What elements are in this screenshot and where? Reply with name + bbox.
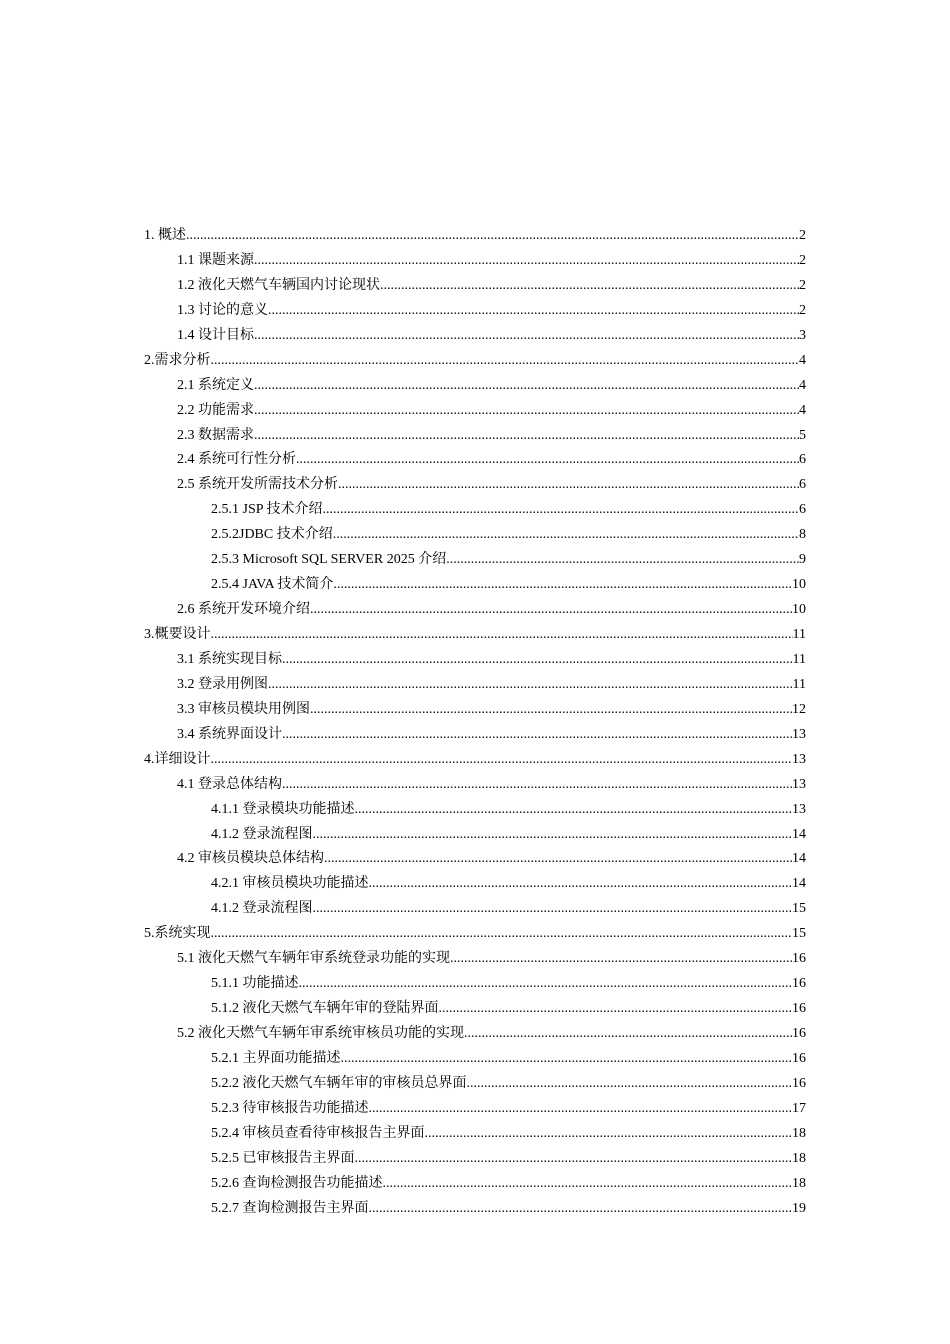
toc-entry-page-number: 9	[799, 552, 806, 568]
toc-entry-title: 2.5.3 Microsoft SQL SERVER 2025 介绍	[211, 552, 447, 568]
toc-entry[interactable]	[144, 897, 806, 922]
toc-entry-page-number: 13	[792, 726, 806, 742]
dot-leader	[282, 648, 793, 673]
dot-leader	[254, 424, 799, 449]
toc-entry-title: 3.概要设计	[144, 627, 211, 642]
dot-leader	[446, 548, 799, 573]
toc-entry-page-number: 12	[792, 701, 806, 717]
dot-leader	[355, 798, 793, 823]
toc-entry-page-number: 6	[799, 452, 806, 468]
toc-entry-title: 5.2.7 查询检测报告主界面	[211, 1200, 369, 1216]
toc-entry[interactable]	[144, 623, 806, 648]
dot-leader	[383, 1172, 793, 1197]
table-of-contents	[144, 224, 806, 1222]
toc-entry-page-number: 2	[799, 228, 806, 243]
toc-entry[interactable]	[144, 1122, 806, 1147]
dot-leader	[310, 598, 792, 623]
dot-leader	[439, 997, 793, 1022]
toc-entry-page-number: 4	[799, 402, 806, 418]
toc-entry-title: 5.2.1 主界面功能描述	[211, 1050, 341, 1066]
toc-entry[interactable]	[144, 324, 806, 349]
dot-leader	[186, 224, 799, 249]
dot-leader	[296, 448, 799, 473]
toc-entry-page-number: 16	[792, 976, 806, 992]
toc-entry-page-number: 2	[799, 302, 806, 318]
toc-entry-page-number: 18	[792, 1125, 806, 1141]
toc-entry-page-number: 16	[792, 1026, 806, 1041]
toc-entry[interactable]	[144, 648, 806, 673]
toc-entry-title: 2.5.2JDBC 技术介绍	[211, 527, 333, 543]
toc-entry[interactable]	[144, 723, 806, 748]
toc-entry-page-number: 11	[792, 627, 806, 642]
toc-entry-title: 3.2 登录用例图	[177, 676, 268, 692]
toc-entry-title: 2.5 系统开发所需技术分析	[177, 477, 338, 493]
toc-entry-title: 5.1 液化天燃气车辆年审系统登录功能的实现	[177, 951, 450, 967]
toc-entry-title: 1.2 液化天燃气车辆国内讨论现状	[177, 277, 380, 293]
toc-entry-page-number: 8	[799, 527, 806, 543]
dot-leader	[450, 947, 792, 972]
toc-entry-title: 2.6 系统开发环境介绍	[177, 602, 310, 618]
toc-entry-title: 4.1.2 登录流程图	[211, 901, 313, 917]
toc-entry-title: 5.2.3 待审核报告功能描述	[211, 1100, 369, 1116]
dot-leader	[369, 872, 793, 897]
dot-leader	[341, 1047, 793, 1072]
toc-entry-title: 3.1 系统实现目标	[177, 651, 282, 667]
toc-entry[interactable]	[144, 1072, 806, 1097]
dot-leader	[211, 623, 793, 648]
toc-entry-page-number: 11	[792, 651, 806, 667]
dot-leader	[211, 922, 793, 947]
toc-entry[interactable]	[144, 947, 806, 972]
toc-entry[interactable]	[144, 399, 806, 424]
toc-entry-page-number: 4	[799, 352, 806, 368]
toc-entry-page-number: 18	[792, 1175, 806, 1191]
toc-entry-page-number: 19	[792, 1200, 806, 1216]
dot-leader	[211, 349, 800, 374]
toc-entry-page-number: 14	[792, 851, 806, 867]
toc-entry[interactable]	[144, 598, 806, 623]
toc-entry[interactable]	[144, 847, 806, 872]
toc-entry[interactable]	[144, 299, 806, 324]
toc-entry-page-number: 6	[799, 477, 806, 493]
toc-entry-title: 5.2.6 查询检测报告功能描述	[211, 1175, 383, 1191]
toc-entry[interactable]	[144, 473, 806, 498]
dot-leader	[369, 1197, 793, 1222]
toc-entry[interactable]	[144, 498, 806, 523]
toc-entry-page-number: 16	[792, 1001, 806, 1017]
dot-leader	[282, 723, 792, 748]
dot-leader	[333, 523, 799, 548]
toc-entry-title: 5.1.1 功能描述	[211, 976, 299, 992]
dot-leader	[254, 374, 799, 399]
dot-leader	[268, 299, 799, 324]
toc-entry[interactable]	[144, 922, 806, 947]
toc-entry[interactable]	[144, 748, 806, 773]
dot-leader	[254, 249, 799, 274]
toc-entry-title: 4.2.1 审核员模块功能描述	[211, 876, 369, 892]
toc-entry[interactable]	[144, 698, 806, 723]
toc-entry-page-number: 2	[799, 252, 806, 268]
toc-entry[interactable]	[144, 1147, 806, 1172]
toc-entry-page-number: 3	[799, 327, 806, 343]
toc-entry-page-number: 16	[792, 1075, 806, 1091]
toc-entry-page-number: 4	[799, 377, 806, 393]
toc-entry-page-number: 2	[799, 277, 806, 293]
toc-entry[interactable]	[144, 1022, 806, 1047]
toc-entry-page-number: 13	[792, 776, 806, 792]
toc-entry-title: 2.5.4 JAVA 技术简介	[211, 577, 334, 593]
dot-leader	[338, 473, 799, 498]
toc-entry-title: 5.系统实现	[144, 926, 211, 942]
toc-entry-title: 2.4 系统可行性分析	[177, 452, 296, 468]
toc-entry[interactable]	[144, 523, 806, 548]
toc-entry-title: 2.1 系统定义	[177, 377, 254, 393]
toc-entry-title: 3.4 系统界面设计	[177, 726, 282, 742]
toc-entry-page-number: 10	[792, 602, 806, 618]
toc-entry-page-number: 15	[792, 901, 806, 917]
toc-entry[interactable]	[144, 1197, 806, 1222]
dot-leader	[310, 698, 792, 723]
dot-leader	[323, 498, 799, 523]
toc-entry-title: 2.需求分析	[144, 352, 211, 368]
toc-entry[interactable]	[144, 424, 806, 449]
toc-entry-title: 4.2 审核员模块总体结构	[177, 851, 324, 867]
toc-entry[interactable]	[144, 972, 806, 997]
toc-entry[interactable]	[144, 872, 806, 897]
toc-entry[interactable]	[144, 249, 806, 274]
toc-entry-title: 2.2 功能需求	[177, 402, 254, 418]
toc-entry-page-number: 13	[792, 751, 806, 767]
toc-entry[interactable]	[144, 224, 806, 249]
dot-leader	[464, 1022, 792, 1047]
dot-leader	[282, 773, 792, 798]
toc-entry-page-number: 5	[799, 427, 806, 443]
toc-entry-title: 5.2.5 已审核报告主界面	[211, 1150, 355, 1166]
toc-entry-title: 4.详细设计	[144, 751, 211, 767]
toc-entry-title: 3.3 审核员模块用例图	[177, 701, 310, 717]
dot-leader	[467, 1072, 793, 1097]
toc-entry-title: 1.3 讨论的意义	[177, 302, 268, 318]
toc-entry-title: 4.1.1 登录模块功能描述	[211, 801, 355, 817]
toc-entry[interactable]	[144, 374, 806, 399]
toc-entry-title: 1. 概述	[144, 228, 186, 243]
toc-entry[interactable]	[144, 798, 806, 823]
toc-entry[interactable]	[144, 548, 806, 573]
toc-entry-title: 4.1 登录总体结构	[177, 776, 282, 792]
toc-entry-title: 5.1.2 液化天燃气车辆年审的登陆界面	[211, 1001, 439, 1017]
toc-entry[interactable]	[144, 1172, 806, 1197]
dot-leader	[425, 1122, 793, 1147]
toc-entry-page-number: 14	[792, 826, 806, 842]
toc-entry-title: 5.2.4 审核员查看待审核报告主界面	[211, 1125, 425, 1141]
toc-entry-page-number: 6	[799, 502, 806, 518]
toc-entry-page-number: 13	[792, 801, 806, 817]
dot-leader	[211, 748, 793, 773]
dot-leader	[299, 972, 793, 997]
toc-entry-page-number: 17	[792, 1100, 806, 1116]
toc-entry-title: 2.3 数据需求	[177, 427, 254, 443]
dot-leader	[254, 399, 799, 424]
toc-entry-page-number: 14	[792, 876, 806, 892]
dot-leader	[324, 847, 792, 872]
toc-entry-page-number: 15	[792, 926, 806, 942]
toc-entry-title: 4.1.2 登录流程图	[211, 826, 313, 842]
toc-entry[interactable]	[144, 274, 806, 299]
toc-entry-page-number: 18	[792, 1150, 806, 1166]
toc-entry-title: 5.2 液化天燃气车辆年审系统审核员功能的实现	[177, 1026, 464, 1041]
dot-leader	[333, 573, 792, 598]
dot-leader	[268, 673, 793, 698]
toc-entry-page-number: 10	[792, 577, 806, 593]
dot-leader	[313, 897, 793, 922]
toc-entry-title: 1.1 课题来源	[177, 252, 254, 268]
toc-entry-title: 2.5.1 JSP 技术介绍	[211, 502, 323, 518]
toc-entry-title: 5.2.2 液化天燃气车辆年审的审核员总界面	[211, 1075, 467, 1091]
dot-leader	[254, 324, 799, 349]
toc-entry-page-number: 16	[792, 1050, 806, 1066]
toc-entry-page-number: 16	[792, 951, 806, 967]
dot-leader	[369, 1097, 793, 1122]
toc-entry[interactable]	[144, 1097, 806, 1122]
dot-leader	[355, 1147, 793, 1172]
toc-entry[interactable]	[144, 573, 806, 598]
toc-entry[interactable]	[144, 773, 806, 798]
toc-entry-title: 1.4 设计目标	[177, 327, 254, 343]
dot-leader	[313, 823, 793, 848]
toc-entry[interactable]	[144, 997, 806, 1022]
toc-entry[interactable]	[144, 349, 806, 374]
toc-entry[interactable]	[144, 673, 806, 698]
toc-entry[interactable]	[144, 448, 806, 473]
toc-entry-page-number: 11	[792, 676, 806, 692]
toc-entry[interactable]	[144, 823, 806, 848]
toc-entry[interactable]	[144, 1047, 806, 1072]
dot-leader	[380, 274, 799, 299]
